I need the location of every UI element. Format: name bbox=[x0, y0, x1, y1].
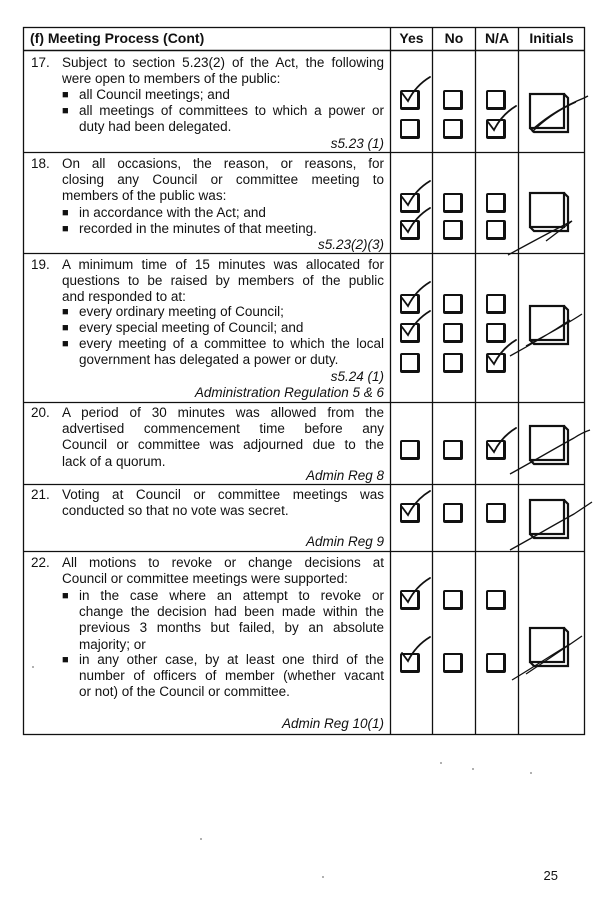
item-number: 22. bbox=[31, 555, 50, 570]
bullet-line: number of officers of member (whether vacant bbox=[79, 668, 384, 684]
item-text bbox=[62, 405, 384, 470]
item-line: Voting at Council or committee meetings was bbox=[62, 487, 384, 502]
checkbox-no[interactable] bbox=[443, 294, 463, 314]
statute-reference: s5.24 (1) bbox=[330, 369, 384, 384]
checkbox-no[interactable] bbox=[443, 653, 463, 673]
checkbox-na[interactable] bbox=[486, 220, 506, 240]
handwritten-tick-icon bbox=[400, 311, 432, 339]
bullet-line: previous 3 months but failed, by an absolute bbox=[79, 620, 384, 636]
column-header-yes: Yes bbox=[399, 30, 424, 46]
item-line: members of the public was: bbox=[62, 188, 227, 204]
initials-box-icon bbox=[524, 492, 594, 554]
item-number: 18. bbox=[31, 156, 50, 171]
checkbox-no[interactable] bbox=[443, 90, 463, 110]
handwritten-tick-icon bbox=[400, 637, 432, 665]
bullet-line: every meeting of a committee to which the local bbox=[79, 336, 384, 351]
initials-box-icon bbox=[524, 80, 594, 142]
bullet-icon: ■ bbox=[62, 590, 69, 602]
checkbox-no[interactable] bbox=[443, 220, 463, 240]
scan-speck bbox=[200, 838, 202, 840]
checkbox-no[interactable] bbox=[443, 440, 463, 460]
checkbox-na[interactable] bbox=[486, 193, 506, 213]
checkbox-na[interactable] bbox=[486, 294, 506, 314]
item-line: A period of 30 minutes was allowed from the bbox=[62, 405, 384, 420]
bullet-text: in accordance with the Act; and bbox=[79, 205, 266, 220]
bullet-line: all meetings of committees to which a power or bbox=[79, 103, 384, 118]
bullet-line: majority; or bbox=[79, 636, 146, 652]
item-line: lack of a quorum. bbox=[62, 453, 166, 469]
column-header-initials: Initials bbox=[529, 30, 574, 46]
item-text bbox=[62, 555, 384, 587]
bullet-icon: ■ bbox=[62, 207, 69, 219]
checkbox-no[interactable] bbox=[443, 323, 463, 343]
initials-box-icon bbox=[524, 185, 594, 247]
checkbox-no[interactable] bbox=[443, 590, 463, 610]
item-line: and responded to at: bbox=[62, 289, 186, 305]
bullet-text bbox=[79, 652, 384, 701]
statute-reference: Admin Reg 10(1) bbox=[281, 716, 384, 731]
item-number: 20. bbox=[31, 405, 50, 420]
initials-box-icon bbox=[524, 418, 594, 480]
regulation-reference: Administration Regulation 5 & 6 bbox=[194, 385, 384, 400]
bullet-text bbox=[79, 336, 384, 368]
handwritten-tick-icon bbox=[400, 578, 432, 606]
scan-speck bbox=[32, 666, 34, 668]
bullet-icon: ■ bbox=[62, 654, 69, 666]
initials-box-icon bbox=[524, 296, 594, 358]
checkbox-yes[interactable] bbox=[400, 353, 420, 373]
statute-reference: Admin Reg 8 bbox=[305, 468, 384, 483]
statute-reference: s5.23(2)(3) bbox=[317, 237, 384, 252]
checkbox-no[interactable] bbox=[443, 193, 463, 213]
bullet-icon: ■ bbox=[62, 306, 69, 318]
bullet-text bbox=[79, 103, 384, 135]
item-line: On all occasions, the reason, or reasons, for bbox=[62, 156, 384, 171]
item-line: were open to members of the public: bbox=[62, 71, 281, 87]
item-text bbox=[62, 487, 384, 519]
checkbox-no[interactable] bbox=[443, 353, 463, 373]
handwritten-tick-icon bbox=[486, 428, 518, 456]
bullet-text: recorded in the minutes of that meeting. bbox=[79, 221, 317, 236]
bullet-line: government has delegated a power or duty. bbox=[79, 352, 339, 368]
section-title: (f) Meeting Process (Cont) bbox=[30, 30, 205, 46]
column-header-no: No bbox=[444, 30, 464, 46]
handwritten-tick-icon bbox=[400, 77, 432, 105]
handwritten-tick-icon bbox=[400, 208, 432, 236]
item-line: All motions to revoke or change decisions at bbox=[62, 555, 384, 570]
scan-speck bbox=[322, 876, 324, 878]
scan-speck bbox=[472, 768, 474, 770]
page-number: 25 bbox=[543, 868, 558, 883]
bullet-line: in the case where an attempt to revoke or bbox=[79, 588, 384, 603]
item-line: questions to be raised by members of the public bbox=[62, 273, 384, 289]
scan-speck bbox=[530, 772, 532, 774]
item-line: Council or committee meetings were supported: bbox=[62, 571, 348, 587]
column-header-na: N/A bbox=[484, 30, 510, 46]
statute-reference: Admin Reg 9 bbox=[305, 534, 384, 549]
bullet-icon: ■ bbox=[62, 105, 69, 117]
checkbox-yes[interactable] bbox=[400, 119, 420, 139]
checkbox-na[interactable] bbox=[486, 653, 506, 673]
bullet-icon: ■ bbox=[62, 89, 69, 101]
item-text bbox=[62, 257, 384, 306]
bullet-icon: ■ bbox=[62, 322, 69, 334]
handwritten-tick-icon bbox=[486, 106, 518, 134]
checkbox-no[interactable] bbox=[443, 503, 463, 523]
statute-reference: s5.23 (1) bbox=[330, 136, 384, 151]
item-line: advertised commencement time before any bbox=[62, 421, 384, 437]
checkbox-na[interactable] bbox=[486, 503, 506, 523]
handwritten-tick-icon bbox=[400, 491, 432, 519]
bullet-text: every ordinary meeting of Council; bbox=[79, 304, 284, 319]
item-number: 21. bbox=[31, 487, 50, 502]
item-number: 17. bbox=[31, 55, 50, 70]
bullet-line: in any other case, by at least one third of the bbox=[79, 652, 384, 667]
bullet-text bbox=[79, 588, 384, 653]
item-number: 19. bbox=[31, 257, 50, 272]
item-line: conducted so that no vote was secret. bbox=[62, 503, 289, 519]
scan-speck bbox=[440, 762, 442, 764]
handwritten-tick-icon bbox=[400, 282, 432, 310]
item-line: closing any Council or committee meeting to bbox=[62, 172, 384, 188]
bullet-line: or not) of the Council or committee. bbox=[79, 684, 290, 700]
bullet-line: duty had been delegated. bbox=[79, 119, 232, 135]
bullet-text: all Council meetings; and bbox=[79, 87, 230, 102]
handwritten-tick-icon bbox=[400, 181, 432, 209]
initials-box-icon bbox=[524, 620, 594, 682]
bullet-icon: ■ bbox=[62, 338, 69, 350]
item-line: A minimum time of 15 minutes was allocated for bbox=[62, 257, 384, 272]
item-line: Subject to section 5.23(2) of the Act, the following bbox=[62, 55, 384, 70]
item-line: Council or committee was adjourned due to the bbox=[62, 437, 384, 453]
bullet-text: every special meeting of Council; and bbox=[79, 320, 304, 335]
checkbox-no[interactable] bbox=[443, 119, 463, 139]
checkbox-na[interactable] bbox=[486, 590, 506, 610]
checkbox-yes[interactable] bbox=[400, 440, 420, 460]
item-text bbox=[62, 156, 384, 205]
item-text bbox=[62, 55, 384, 87]
bullet-icon: ■ bbox=[62, 223, 69, 235]
bullet-line: change the decision had been made within the bbox=[79, 604, 384, 620]
